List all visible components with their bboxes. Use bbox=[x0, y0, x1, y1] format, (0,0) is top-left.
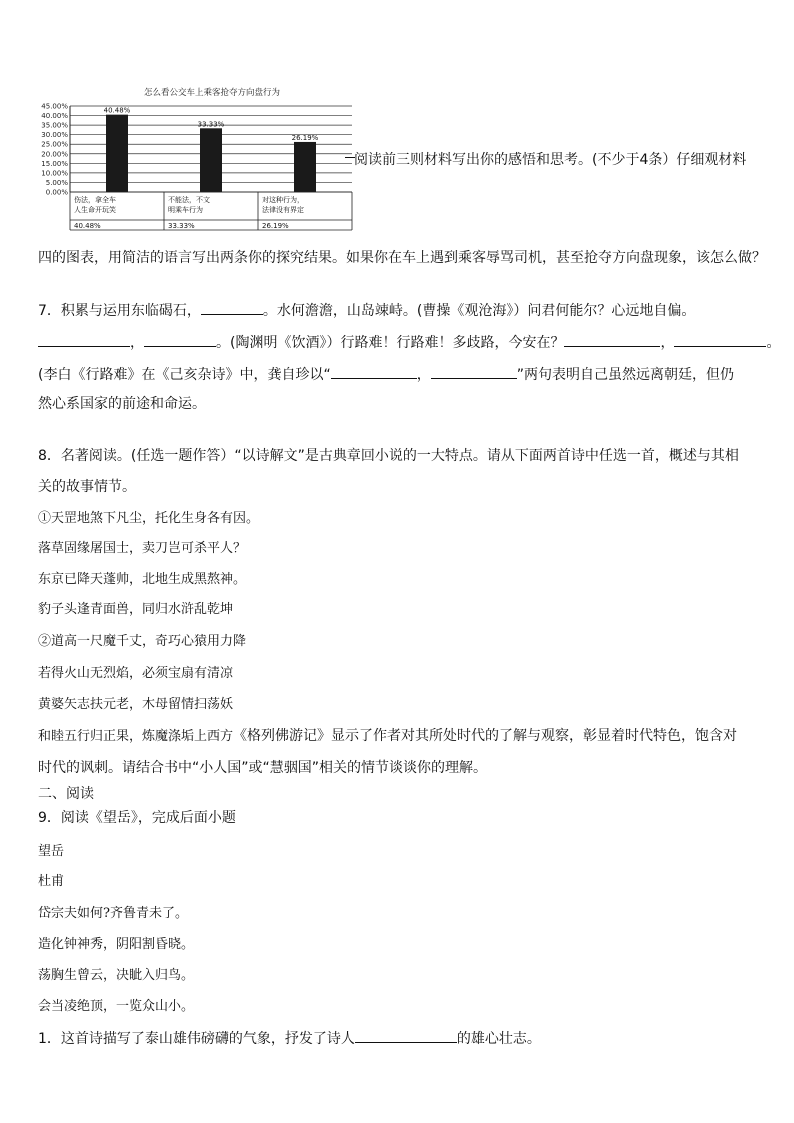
q8-last-line: 时代的讽刺。请结合书中“小人国”或“慧骃国”相关的情节谈谈你的理解。 bbox=[38, 760, 488, 776]
answer-blank[interactable] bbox=[331, 364, 417, 379]
category-label: 伤法，拿全车 bbox=[74, 196, 116, 204]
table-value: 26.19% bbox=[262, 222, 289, 230]
answer-blank[interactable] bbox=[674, 332, 766, 347]
poem2-line: 黄婆矢志扶元老，木母留情扫荡妖 bbox=[38, 697, 234, 712]
q6-line2: 四的图表，用简洁的语言写出两条你的探究结果。如果你在车上遇到乘客辱骂司机，甚至抢夺方向盘现象，该怎么做？ bbox=[38, 250, 766, 266]
answer-blank[interactable] bbox=[564, 332, 660, 347]
category-label: 人生命开玩笑 bbox=[74, 206, 116, 214]
y-tick-label: 15.00% bbox=[41, 159, 68, 168]
poem-line: 荡胸生曾云，决眦入归鸟。 bbox=[38, 968, 195, 983]
answer-blank[interactable] bbox=[355, 1028, 457, 1043]
q7-text-e: ”两句表明自己虽然远离朝廷，但仍 bbox=[516, 367, 734, 383]
q7-text-d: (李白《行路难》在《己亥杂诗》中，龚自珍以“ bbox=[38, 367, 331, 383]
y-tick-label: 5.00% bbox=[45, 178, 68, 187]
section-heading: 二、阅读 bbox=[38, 786, 94, 802]
y-tick-label: 35.00% bbox=[41, 121, 68, 130]
poem1-line: 落草固缘屠国士，卖刀岂可杀平人？ bbox=[38, 541, 247, 556]
poem-line: 会当凌绝顶，一览众山小。 bbox=[38, 999, 195, 1014]
poem-title: 望岳 bbox=[38, 844, 65, 859]
q7-period: 。 bbox=[766, 335, 781, 351]
q7-line4: 然心系国家的前途和命运。 bbox=[38, 396, 206, 412]
q8-line2: 关的故事情节。 bbox=[38, 479, 136, 495]
q7-text-b: 。水何澹澹，山岛竦峙。(曹操《观沧海》）问君何能尔？心远地自偏。 bbox=[262, 303, 696, 319]
answer-blank[interactable] bbox=[38, 332, 130, 347]
data-label: 26.19% bbox=[291, 133, 319, 142]
y-tick-label: 25.00% bbox=[41, 140, 68, 149]
chart-title: 怎么看公交车上乘客抢夺方向盘行为 bbox=[143, 88, 281, 98]
answer-blank[interactable] bbox=[144, 332, 216, 347]
poem1-line: 东京已降天蓬帅，北地生成黑熬神。 bbox=[38, 572, 247, 587]
q7-comma: ， bbox=[130, 335, 144, 351]
q8-mixed-line bbox=[38, 726, 737, 747]
q6-line1: 阅读前三则材料写出你的感悟和思考。(不少于4条）仔细观材料 bbox=[354, 152, 747, 168]
q7-line1 bbox=[38, 300, 695, 321]
y-tick-label: 0.00% bbox=[45, 188, 68, 197]
q7-line3 bbox=[38, 364, 734, 385]
poem-author: 杜甫 bbox=[38, 874, 65, 889]
q8-line1: 8．名著阅读。(任选一题作答）“以诗解文”是古典章回小说的一大特点。请从下面两首诗中任选一首，概述与其相 bbox=[38, 448, 739, 464]
bar bbox=[106, 115, 128, 192]
poem1-line: 豹子头逢青面兽，同归水浒乱乾坤 bbox=[38, 602, 234, 617]
poem2-line: 若得火山无烈焰，必须宝扇有清凉 bbox=[38, 666, 234, 681]
category-label: 不能法，不文 bbox=[168, 196, 210, 204]
category-label: 对这种行为， bbox=[262, 196, 304, 204]
q7-comma3: ， bbox=[416, 367, 431, 383]
bar-chart bbox=[40, 82, 358, 236]
category-label: 法律没有界定 bbox=[262, 206, 304, 214]
q9-title: 9．阅读《望岳》，完成后面小题 bbox=[38, 810, 236, 826]
q9-sub1-text-a: 1．这首诗描写了泰山雄伟磅礴的气象，抒发了诗人 bbox=[38, 1031, 355, 1047]
data-label: 40.48% bbox=[103, 106, 131, 115]
y-tick-label: 10.00% bbox=[41, 169, 68, 178]
bar bbox=[294, 142, 316, 192]
q8-gulliver: 《格列佛游记》显示了作者对其所处时代的了解与观察，彰显着时代特色，饱含对 bbox=[233, 728, 738, 744]
answer-blank[interactable] bbox=[201, 300, 263, 315]
q7-text-c: 。(陶渊明《饮酒》）行路难！行路难！多歧路，今安在？ bbox=[216, 335, 565, 351]
q7-line2 bbox=[38, 332, 780, 353]
q9-sub1 bbox=[38, 1028, 541, 1049]
data-label: 33.33% bbox=[197, 120, 225, 129]
bar bbox=[200, 128, 222, 192]
poem-line: 岱宗夫如何?齐鲁青未了。 bbox=[38, 906, 188, 921]
y-tick-label: 20.00% bbox=[41, 150, 68, 159]
table-value: 40.48% bbox=[74, 222, 101, 230]
poem-line: 造化钟神秀，阴阳割昏晓。 bbox=[38, 937, 195, 952]
q7-text-a: 7．积累与运用东临碣石， bbox=[38, 303, 201, 319]
q7-comma2: ， bbox=[660, 335, 675, 351]
poem2-line: ②道高一尺魔千丈，奇巧心猿用力降 bbox=[38, 634, 247, 649]
poem2-last: 和睦五行归正果，炼魔涤垢上西方 bbox=[38, 729, 234, 744]
category-label: 明乘车行为 bbox=[168, 206, 203, 214]
table-value: 33.33% bbox=[168, 222, 195, 230]
y-tick-label: 30.00% bbox=[41, 131, 68, 140]
y-tick-label: 40.00% bbox=[41, 112, 68, 121]
y-tick-label: 45.00% bbox=[41, 102, 68, 111]
poem1-line: ①天罡地煞下凡尘，托化生身各有因。 bbox=[38, 511, 260, 526]
q9-sub1-text-b: 的雄心壮志。 bbox=[456, 1031, 541, 1047]
answer-blank[interactable] bbox=[431, 364, 517, 379]
